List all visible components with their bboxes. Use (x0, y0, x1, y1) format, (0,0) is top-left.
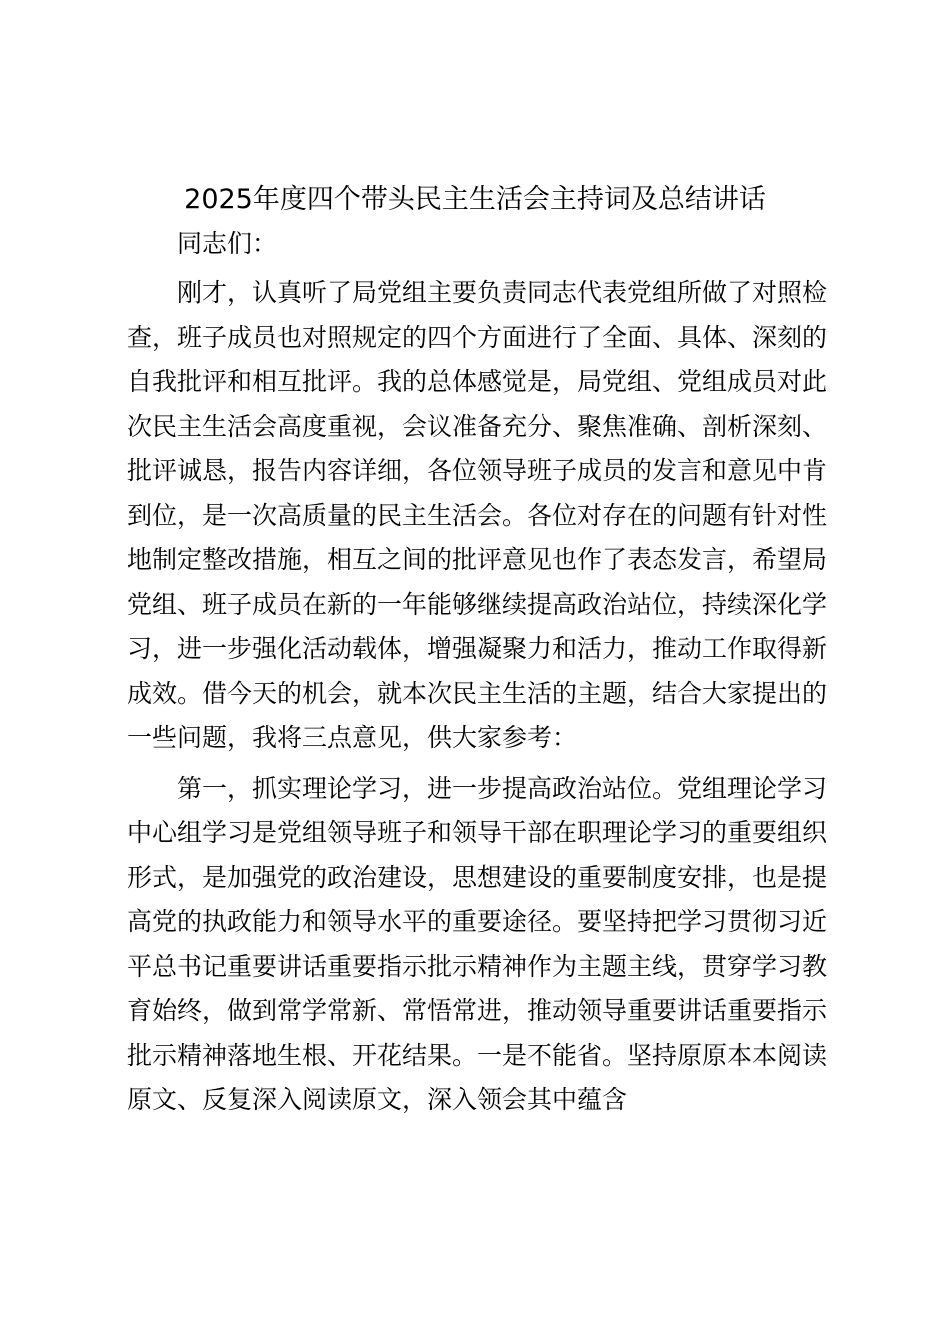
paragraph-1: 刚才，认真听了局党组主要负责同志代表党组所做了对照检查，班子成员也对照规定的四个方面进行了全面、具体、深刻的自我批评和相互批评。我的总体感觉是，局党组、党组成员对此次民主生活会高度重视，会议准备充分、聚焦准确、剖析深刻、批评诚恳，报告内容详细，各位领导班子成员的发言和意见中肯到位，是一次高质量的民主生活会。各位对存在的问题有针对性地制定整改措施，相互之间的批评意见也作了表态发言，希望局党组、班子成员在新的一年能够继续提高政治站位，持续深化学习，进一步强化活动载体，增强凝聚力和活力，推动工作取得新成效。借今天的机会，就本次民主生活的主题，结合大家提出的一些问题，我将三点意见，供大家参考： (127, 278, 828, 752)
paragraph-2: 第一，抓实理论学习，进一步提高政治站位。党组理论学习中心组学习是党组领导班子和领导干部在职理论学习的重要组织形式，是加强党的政治建设，思想建设的重要制度安排，也是提高党的执政能力和领导水平的重要途径。要坚持把学习贯彻习近平总书记重要讲话重要指示批示精神作为主题主线，贯穿学习教育始终，做到常学常新、常悟常进，推动领导重要讲话重要指示批示精神落地生根、开花结果。一是不能省。坚持原原本本阅读原文、反复深入阅读原文，深入领会其中蕴含 (127, 773, 828, 1114)
document-body (127, 224, 827, 1123)
salutation: 同志们： (177, 229, 278, 258)
document-title: 2025年度四个带头民主生活会主持词及总结讲话 (184, 184, 766, 215)
